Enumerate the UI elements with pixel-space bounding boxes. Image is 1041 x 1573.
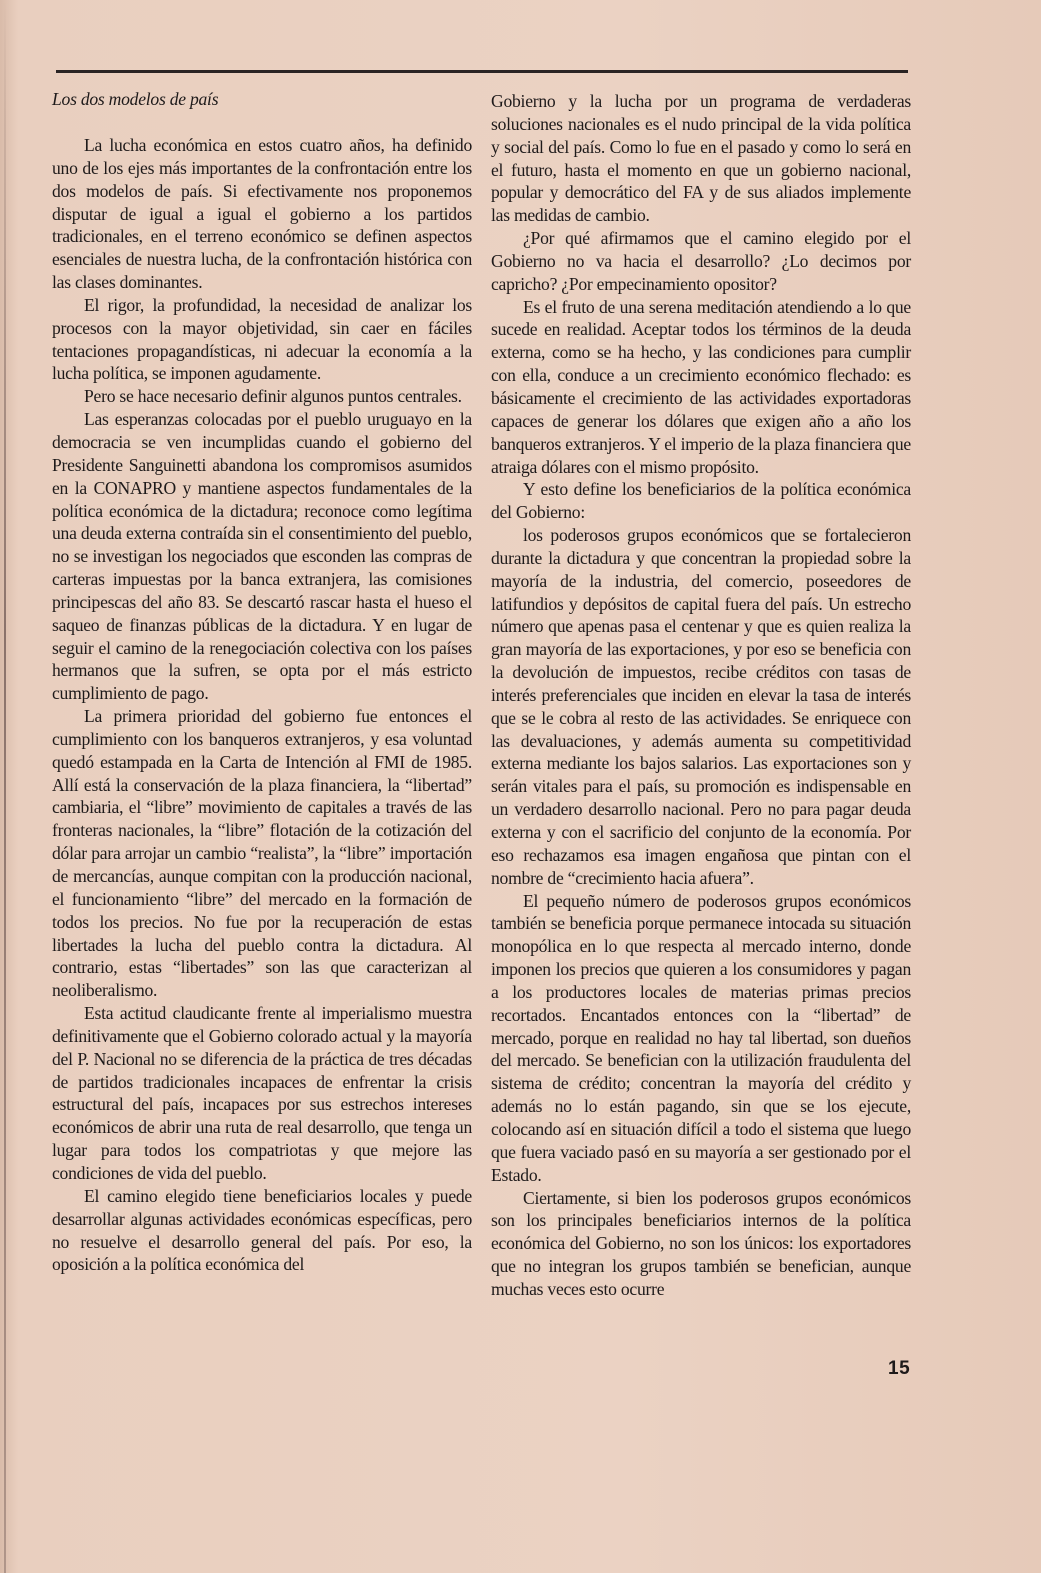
paragraph: Pero se hace necesario definir algunos puntos centrales.	[84, 386, 462, 407]
paragraph: El camino elegido tiene beneficiarios locales y puede desarrollar algunas actividades económicas específicas, pero no resuelve el desarrollo general del país. Por eso, la oposición a la política económica del	[52, 1185, 472, 1275]
paragraph-continued: Gobierno y la lucha por un programa de verdaderas soluciones nacionales es el nudo principal de la vida política y social del país. Como lo fue en el pasado y como lo será en el futuro, hasta el momento en que un gobierno nacional, popular y democrático del FA y de sus aliados implemente las medidas de cambio.	[491, 91, 911, 226]
paragraph: Esta actitud claudicante frente al imperialismo muestra definitivamente que el Gobierno colorado actual y la mayoría del P. Nacional no se diferencia de la práctica de tres décadas de partidos tradicionales incapaces de enfrentar la crisis estructural del país, incapaces por sus estrechos intereses económicos de abrir una ruta de real desarrollo, que tenga un lugar para todos los compatriotas y que mejore las condiciones de vida del pueblo.	[52, 1003, 472, 1183]
top-rule	[56, 70, 908, 73]
paragraph: El rigor, la profundidad, la necesidad de analizar los procesos con la mayor objetividad, sin caer en fáciles tentaciones propagandísticas, ni adecuar la economía a la lucha política, se imponen agudamente.	[52, 294, 472, 384]
paragraph: Ciertamente, si bien los poderosos grupos económicos son los principales beneficiarios internos de la política económica del Gobierno, no son los únicos: los exportadores que no integran los grupos también se benefician, aunque muchas veces esto ocurre	[491, 1187, 911, 1299]
paragraph: El pequeño número de poderosos grupos económicos también se beneficia porque permanece intocada su situación monopólica en lo que respecta al mercado interno, donde imponen los precios que quieren a los consumidores y pagan a los productores locales de materias primas precios recortados. Encantados entonces con la “libertad” de mercado, porque en realidad no hay tal libertad, son dueños del mercado. Se benefician con la utilización fraudulenta del sistema de crédito; concentran la mayoría del crédito y además no lo están pagando, sin que se los ejecute, colocando así en situación difícil a todo el sistema que luego que fuera vaciado pasó en su mayoría a ser gestionado por el Estado.	[491, 890, 911, 1185]
paragraph: ¿Por qué afirmamos que el camino elegido por el Gobierno no va hacia el desarrollo? ¿Lo decimos por capricho? ¿Por empecinamiento opositor?	[491, 228, 911, 294]
right-column	[491, 90, 911, 1301]
section-title: Los dos modelos de país	[52, 89, 219, 109]
page-number: 15	[888, 1358, 911, 1379]
paragraph: Es el fruto de una serena meditación atendiendo a lo que sucede en realidad. Aceptar todos los términos de la deuda externa, como se ha hecho, y las condiciones para cumplir con ella, conduce a un crecimiento económico flechado: es básicamente el crecimiento de las actividades exportadoras capaces de generar los dólares que exigen año a año los banqueros extranjeros. Y el imperio de la plaza financiera que atraiga dólares con el mismo propósito.	[491, 296, 911, 477]
paragraph: Y esto define los beneficiarios de la política económica del Gobierno:	[491, 479, 911, 523]
paragraph: Las esperanzas colocadas por el pueblo uruguayo en la democracia se ven incumplidas cuando el gobierno del Presidente Sanguinetti abandona los compromisos asumidos en la CONAPRO y mantiene aspectos fundamentales de la política económica de la dictadura; reconoce como legítima una deuda externa contraída sin el consentimiento del pueblo, no se investigan los negociados que esconden las compras de carteras impuestas por la banca extranjera, las comisiones principescas del año 83. Se descartó rascar hasta el hueso el saqueo de finanzas públicas de la dictadura. Y en lugar de seguir el camino de la renegociación colectiva con los países hermanos que la sufren, se opta por el más estricto cumplimiento de pago.	[52, 409, 472, 704]
left-column	[52, 88, 472, 1276]
paragraph: La primera prioridad del gobierno fue entonces el cumplimiento con los banqueros extranjeros, y esa voluntad quedó estampada en la Carta de Intención al FMI de 1985. Allí está la conservación de la plaza financiera, la “libertad” cambiaria, el “libre” movimiento de capitales a través de las fronteras nacionales, la “libre” flotación de la cotización del dólar para arrojar un cambio “realista”, la “libre” importación de mercancías, aunque compitan con la producción nacional, el funcionamiento “libre” del mercado en la formación de todos los precios. No fue por la recuperación de estas libertades la lucha del pueblo contra la dictadura. Al contrario, estas “libertades” son las que caracterizan al neoliberalismo.	[52, 706, 472, 1001]
paragraph: los poderosos grupos económicos que se fortalecieron durante la dictadura y que concentran la propiedad sobre la mayoría de la industria, del comercio, poseedores de latifundios y depósitos de capital fuera del país. Un estrecho número que apenas pasa el centenar y que es quien realiza la gran mayoría de las exportaciones, y por eso se beneficia con la devolución de impuestos, recibe créditos con tasas de interés preferenciales que inciden en elevar la tasa de interés que se le cobra al resto de las actividades. Se enriquece con las devaluaciones, y además aumenta su competitividad externa mediante los bajos salarios. Las exportaciones son y serán vitales para el país, su promoción es indispensable en un verdadero desarrollo nacional. Pero no para pagar deuda externa y con el sacrificio del conjunto de la economía. Por eso rechazamos esa imagen engañosa que pintan con el nombre de “crecimiento hacia afuera”.	[491, 525, 911, 888]
paragraph: La lucha económica en estos cuatro años, ha definido uno de los ejes más importantes de la confrontación entre los dos modelos de país. Si efectivamente nos proponemos disputar de igual a igual el gobierno a los partidos tradicionales, en el terreno económico se definen aspectos esenciales de nuestra lucha, de la confrontación histórica con las clases dominantes.	[52, 135, 472, 293]
binding-edge	[4, 0, 6, 1573]
